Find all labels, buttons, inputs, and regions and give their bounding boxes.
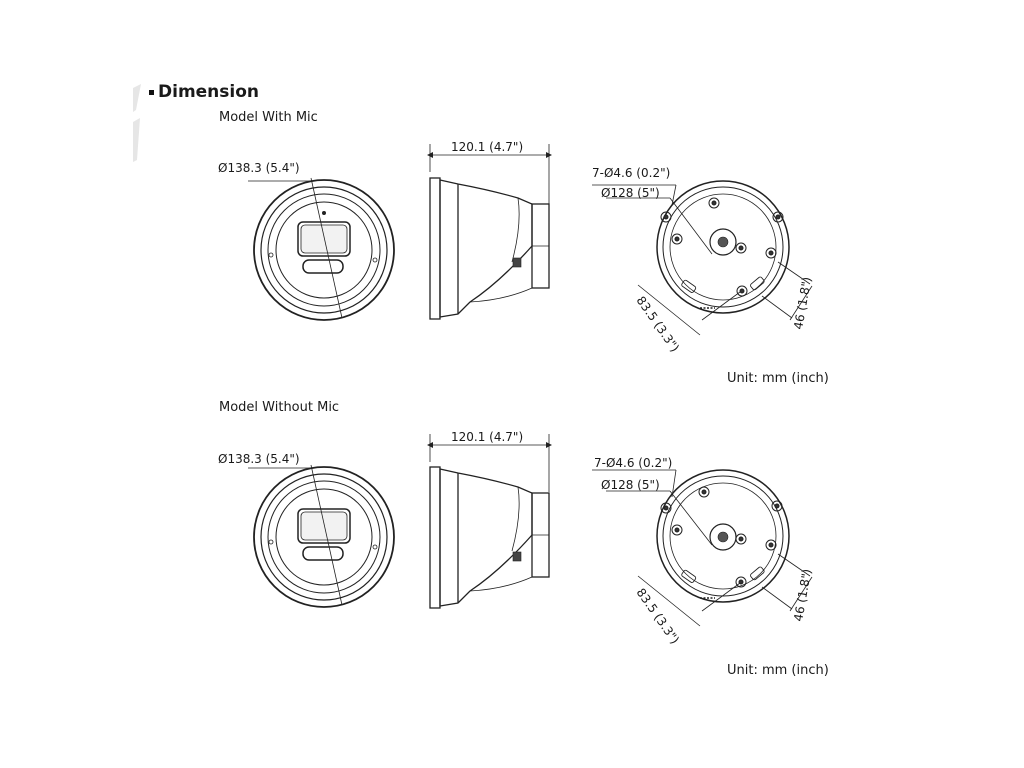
unit-label: Unit: mm (inch) (727, 371, 829, 386)
page-title: Dimension (158, 82, 260, 102)
base-view (592, 181, 815, 335)
side-view (427, 144, 552, 319)
corner-decoration (133, 84, 141, 162)
section-with-mic (218, 140, 814, 355)
depth-label: 120.1 (4.7") (451, 430, 524, 444)
section-without-mic (218, 430, 814, 647)
dist-b-label: 46 (1.8") (791, 275, 815, 331)
diameter-label: Ø138.3 (5.4") (218, 161, 300, 175)
model-label-with-mic: Model With Mic (219, 110, 318, 125)
front-view (248, 465, 394, 607)
dist-a-label: 83.5 (3.3") (633, 293, 683, 355)
dist-b-label: 46 (1.8") (791, 567, 815, 623)
base-diameter-label: Ø128 (5") (601, 478, 660, 492)
side-view (427, 434, 552, 608)
heading-bullet (149, 90, 154, 95)
diameter-label: Ø138.3 (5.4") (218, 452, 300, 466)
unit-label: Unit: mm (inch) (727, 663, 829, 678)
dist-a-label: 83.5 (3.3") (633, 585, 683, 647)
model-label-without-mic: Model Without Mic (219, 400, 340, 415)
holes-label: 7-Ø4.6 (0.2") (594, 456, 673, 470)
holes-label: 7-Ø4.6 (0.2") (592, 166, 671, 180)
front-view (248, 178, 394, 320)
base-diameter-label: Ø128 (5") (601, 186, 660, 200)
base-view (592, 470, 815, 626)
depth-label: 120.1 (4.7") (451, 140, 524, 154)
